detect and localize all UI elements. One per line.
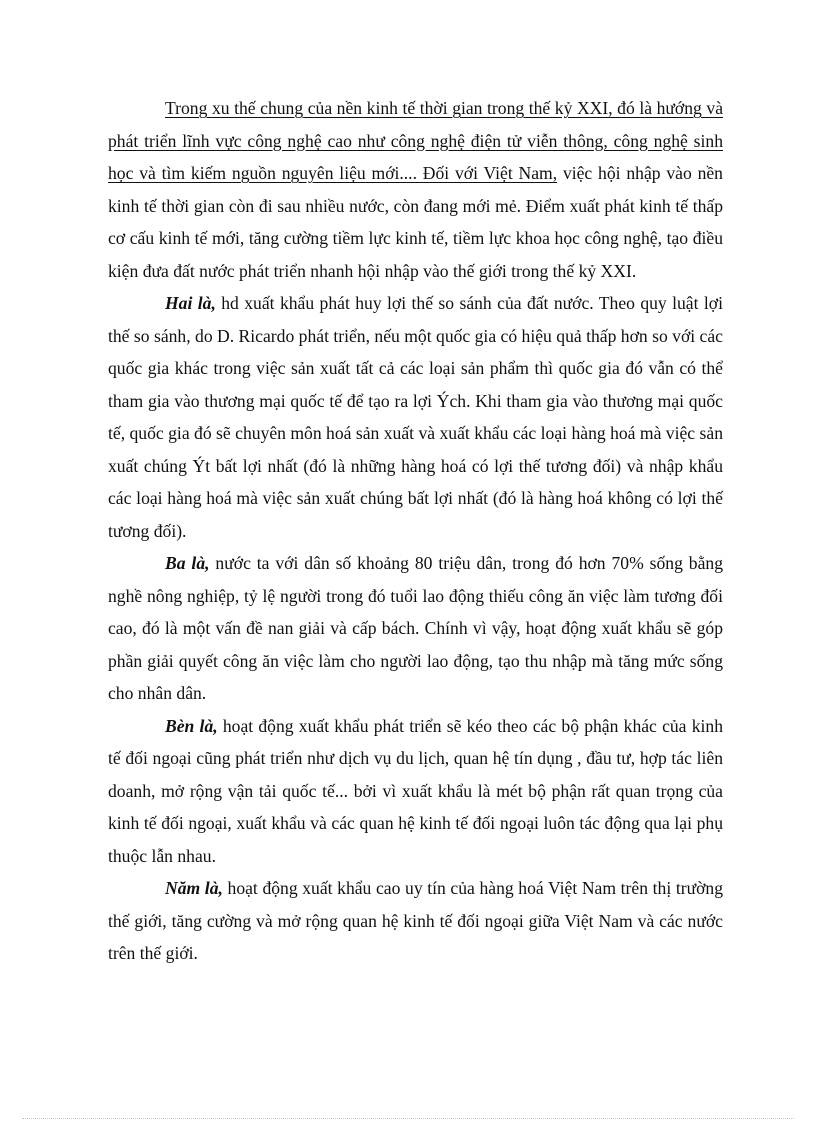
paragraph-text: hd xuất khẩu phát huy lợi thế so sánh của đất nước. Theo quy luật lợi thế so sánh, do D. Ricardo phát triển, nếu một quốc gia có hiệu quả thấp hơn so với các quốc gia khác trong việc sản xuất tất cả các loại sản phẩm thì quốc gia đó vẫn có thể tham gia vào thương mại quốc tế để tạo ra lợi Ých. Khi tham gia vào thương mại quốc tế, quốc gia đó sẽ chuyên môn hoá sản xuất và xuất khẩu các loại hàng hoá mà việc sản xuất chúng Ýt bất lợi nhất (đó là những hàng hoá có lợi thế tương đối) và nhập khẩu các loại hàng hoá mà việc sản xuất chúng bất lợi nhất (đó là hàng hoá không có lợi thế tương đối). <box>108 293 723 541</box>
paragraph-text: nước ta với dân số khoảng 80 triệu dân, trong đó hơn 70% sống bằng nghề nông nghiệp, tỷ lệ người trong đó tuổi lao động thiếu công ăn việc làm tương đối cao, đó là một vấn đề nan giải và cấp bách. Chính vì vậy, hoạt động xuất khẩu sẽ góp phần giải quyết công ăn việc làm cho người lao động, tạo thu nhập mà tăng mức sống cho nhân dân. <box>108 553 724 703</box>
paragraph-text: việc hội nhập vào nền kinh tế thời gian còn đi sau nhiều nước, còn đang mới mẻ. Điểm xuất phát kinh tế thấp cơ cấu kinh tế mới, tăng cường tiềm lực kinh tế, tiềm lực khoa học công nghệ, tạo điều kiện đưa đất nước phát triển nhanh hội nhập vào thế giới trong thế kỷ XXI. <box>108 163 723 281</box>
underlined-text: Trong xu thế chung của nền kinh tế thời gian trong thế kỷ XXI, đó là hướng và phát triển lĩnh vực công nghệ cao như công nghệ điện tử viễn thông, công nghệ sinh học và tìm kiếm nguồn nguyên liệu mới.... Đối với Việt Nam, <box>108 98 723 183</box>
page-bottom-divider <box>22 1118 794 1119</box>
paragraph-3 <box>108 547 723 710</box>
document-body <box>108 92 723 970</box>
paragraph-5 <box>108 872 723 970</box>
paragraph-lead: Bèn là, <box>165 715 218 736</box>
paragraph-4 <box>108 710 723 873</box>
paragraph-1 <box>108 92 723 287</box>
paragraph-text: hoạt động xuất khẩu cao uy tín của hàng hoá Việt Nam trên thị trường thế giới, tăng cường và mở rộng quan hệ kinh tế đối ngoại giữa Việt Nam và các nước trên thế giới. <box>108 878 724 963</box>
paragraph-text: hoạt động xuất khẩu phát triển sẽ kéo theo các bộ phận khác của kinh tế đối ngoại cũng phát triển như dịch vụ du lịch, quan hệ tín dụng , đầu tư, hợp tác liên doanh, mở rộng vận tải quốc tế... bởi vì xuất khẩu là mét bộ phận rất quan trọng của kinh tế đối ngoại, xuất khẩu và các quan hệ kinh tế đối ngoại luôn tác động qua lại phụ thuộc lẫn nhau. <box>108 715 723 866</box>
paragraph-lead: Năm là, <box>165 878 223 898</box>
paragraph-2 <box>108 287 723 547</box>
paragraph-lead: Hai là, <box>165 293 216 313</box>
paragraph-lead: Ba là, <box>165 553 210 573</box>
